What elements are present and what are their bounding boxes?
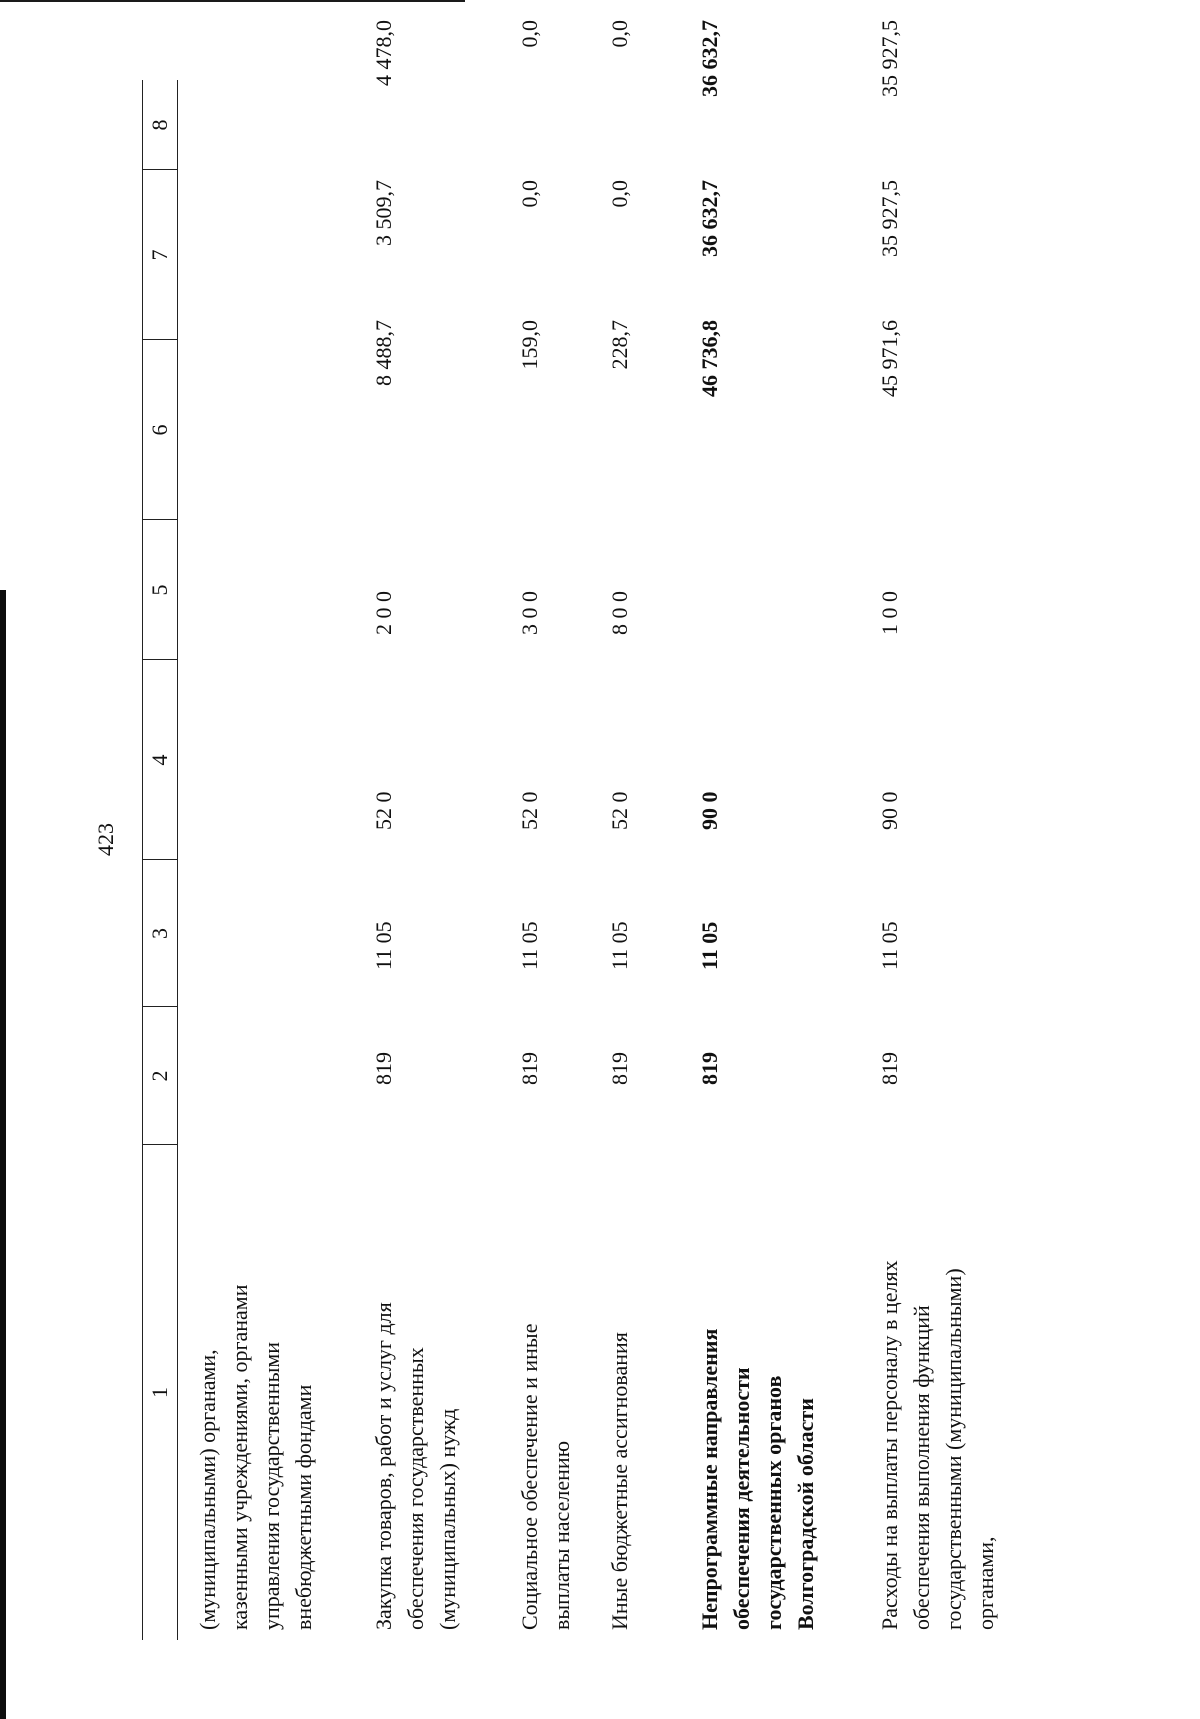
- column-header-4: 4: [147, 754, 172, 766]
- cell-amount-7: 3 509,7: [371, 180, 396, 246]
- cell-section: 11 05: [877, 921, 902, 970]
- page-number: 423: [93, 823, 118, 856]
- cell-amount-7: 35 927,5: [877, 180, 902, 257]
- column-header-5: 5: [147, 584, 172, 596]
- cell-amount-8: 35 927,5: [877, 20, 902, 97]
- cell-expense-type: 8 0 0: [607, 591, 632, 635]
- cell-expense-type: 1 0 0: [877, 591, 902, 635]
- cell-code: 819: [371, 1052, 396, 1085]
- row-label: Социальное обеспечение и иные выплаты населению: [517, 1323, 574, 1630]
- cell-amount-7: 0,0: [517, 180, 542, 208]
- row-label: Иные бюджетные ассигнования: [607, 1332, 632, 1630]
- row-label: Закупка товаров, работ и услуг для обеспечения государственных (муниципальных) нужд: [371, 1302, 460, 1630]
- column-header-8: 8: [147, 119, 172, 131]
- row-label: Расходы на выплаты персоналу в целях обеспечения выполнения функций государственными (муниципальными) органами,: [877, 1260, 998, 1630]
- row-label: (муниципальными) органами, казенными учреждениями, органами управления государственными внебюджетными фондами: [195, 1284, 316, 1630]
- cell-amount-8: 0,0: [607, 20, 632, 48]
- cell-code: 819: [697, 1052, 722, 1085]
- cell-amount-8: 36 632,7: [697, 20, 722, 97]
- cell-target: 52 0: [607, 791, 632, 830]
- column-header-2: 2: [147, 1070, 172, 1082]
- column-header-1: 1: [147, 1387, 172, 1398]
- cell-target: 90 0: [697, 791, 722, 830]
- scan-border-left: [0, 590, 6, 1719]
- cell-section: 11 05: [607, 921, 632, 970]
- cell-code: 819: [877, 1052, 902, 1085]
- header-bottom-rule: [177, 80, 178, 1640]
- cell-amount-6: 45 971,6: [877, 320, 902, 397]
- cell-target: 52 0: [517, 791, 542, 830]
- row-label: Непрограммные направления обеспечения деятельности государственных органов Волгоградской области: [697, 1328, 818, 1630]
- budget-table: [142, 20, 1142, 1640]
- cell-section: 11 05: [517, 921, 542, 970]
- cell-code: 819: [607, 1052, 632, 1085]
- cell-amount-6: 46 736,8: [697, 320, 722, 397]
- cell-code: 819: [517, 1052, 542, 1085]
- cell-amount-7: 36 632,7: [697, 180, 722, 257]
- cell-amount-7: 0,0: [607, 180, 632, 208]
- cell-target: 90 0: [877, 791, 902, 830]
- cell-amount-6: 8 488,7: [371, 320, 396, 386]
- cell-amount-6: 159,0: [517, 320, 542, 370]
- cell-target: 52 0: [371, 791, 396, 830]
- cell-amount-6: 228,7: [607, 320, 632, 370]
- cell-amount-8: 0,0: [517, 20, 542, 48]
- column-header-3: 3: [147, 928, 172, 939]
- scan-border-top: [0, 0, 465, 2]
- column-header-7: 7: [147, 249, 172, 261]
- cell-section: 11 05: [697, 921, 722, 970]
- cell-section: 11 05: [371, 921, 396, 970]
- cell-expense-type: 3 0 0: [517, 591, 542, 635]
- cell-expense-type: 2 0 0: [371, 591, 396, 635]
- cell-amount-8: 4 478,0: [371, 20, 396, 86]
- column-header-6: 6: [147, 424, 172, 436]
